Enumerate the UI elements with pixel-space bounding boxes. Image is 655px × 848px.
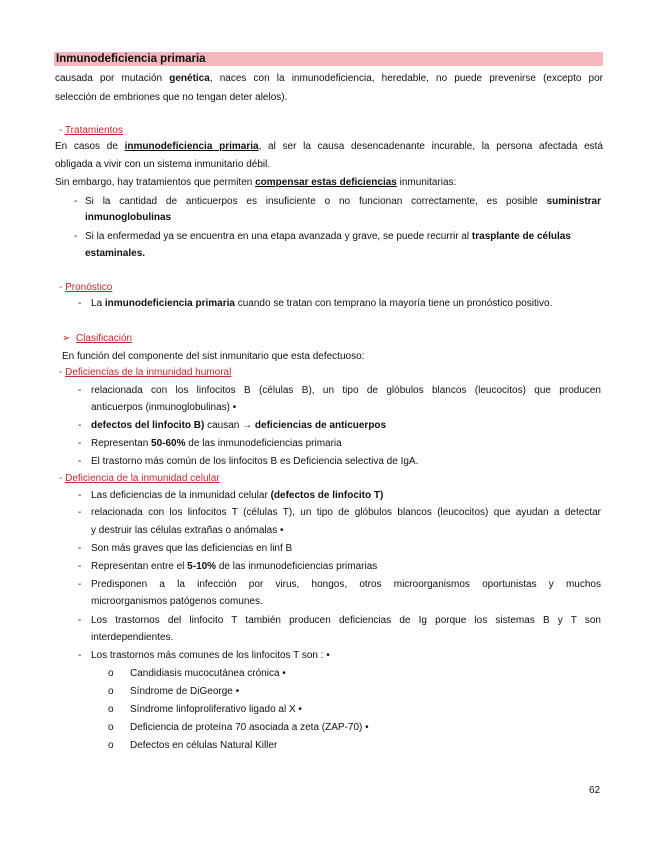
dash-bullet: - — [78, 298, 82, 309]
circle-bullet: o — [108, 686, 114, 697]
tratamientos-item-2: Si la enfermedad ya se encuentra en una etapa avanzada y grave, se puede recurrir al trasplante de células — [85, 231, 571, 242]
celular-sub-item: Síndrome de DiGeorge • — [130, 686, 240, 697]
tratamientos-item-2-cont: estaminales. — [85, 248, 146, 259]
celular-item-6: Los trastornos del linfocito T también producen deficiencias de Ig porque los sistemas B y T son — [91, 615, 601, 626]
celular-item-6-cont: interdependientes. — [91, 632, 174, 643]
celular-item-5-cont: microorganismos patógenos comunes. — [91, 596, 263, 607]
humoral-item-2: defectos del linfocito B) causan → deficiencias de anticuerpos — [91, 420, 387, 431]
celular-sub-item: Deficiencia de proteína 70 asociada a zeta (ZAP-70) • — [130, 722, 369, 733]
celular-item-4: Representan entre el 5-10% de las inmunodeficiencias primarias — [91, 561, 378, 572]
dash-bullet: - — [78, 456, 82, 467]
heading-tratamientos: - Tratamientos — [59, 125, 123, 136]
tratamientos-item-1: Si la cantidad de anticuerpos es insuficiente o no funcionan correctamente, es posible suministrar — [85, 196, 601, 207]
tratamientos-para-1: En casos de inmunodeficiencia primaria, al ser la causa desencadenante incurable, la persona afectada está — [55, 141, 603, 152]
humoral-item-1-cont: anticuerpos (inmunoglobulinas) • — [91, 402, 237, 413]
dash-bullet: - — [78, 438, 82, 449]
humoral-item-1: relacionada con los linfocitos B (células B), un tipo de glóbulos blancos (leucocitos) que producen — [91, 385, 601, 396]
heading-humoral: - Deficiencias de la inmunidad humoral — [59, 367, 232, 378]
dash-bullet: - — [78, 579, 82, 590]
circle-bullet: o — [108, 668, 114, 679]
celular-sub-item: Candidiasis mucocutánea crónica • — [130, 668, 286, 679]
clasificacion-intro: En función del componente del sist inmunitario que esta defectuoso: — [62, 351, 365, 362]
intro-line-1: causada por mutación genética, naces con la inmunodeficiencia, heredable, no puede prevenirse (excepto por — [55, 73, 604, 84]
dash-bullet: - — [78, 561, 82, 572]
dash-bullet: - — [74, 196, 78, 207]
celular-item-7: Los trastornos más comunes de los linfocitos T son : • — [91, 650, 330, 661]
tratamientos-para-2: obligada a vivir con un sistema inmunitario débil. — [55, 159, 271, 170]
celular-item-2: relacionada con los linfocitos T (células T), un tipo de glóbulos blancos (leucocitos) que ayudan a detectar — [91, 507, 601, 518]
intro-line-2: selección de embriones que no tengan deter alelos). — [55, 92, 288, 103]
dash-bullet: - — [78, 420, 82, 431]
pronostico-item-1: La inmunodeficiencia primaria cuando se tratan con temprano la mayoría tiene un pronóstico positivo. — [91, 298, 553, 309]
arrow-bullet-icon: ➢ — [62, 333, 71, 344]
dash-bullet: - — [74, 231, 78, 242]
celular-sub-item: Síndrome linfoproliferativo ligado al X • — [130, 704, 302, 715]
celular-item-3: Son más graves que las deficiencias en linf B — [91, 543, 293, 554]
heading-clasificacion: ➢ Clasificación — [62, 333, 133, 344]
dash-bullet: - — [78, 490, 82, 501]
celular-item-1: Las deficiencias de la inmunidad celular (defectos de linfocito T) — [91, 490, 384, 501]
tratamientos-para-3: Sin embargo, hay tratamientos que permiten compensar estas deficiencias inmunitarias: — [55, 177, 457, 188]
section-title: Inmunodeficiencia primaria — [56, 53, 206, 65]
heading-celular: - Deficiencia de la inmunidad celular — [59, 473, 220, 484]
celular-item-2-cont: y destruir las células extrañas o anómalas • — [91, 525, 284, 536]
page-number: 62 — [589, 785, 601, 796]
circle-bullet: o — [108, 722, 114, 733]
humoral-item-4: El trastorno más común de los linfocitos B es Deficiencia selectiva de IgA. — [91, 456, 419, 467]
dash-bullet: - — [78, 543, 82, 554]
circle-bullet: o — [108, 704, 114, 715]
heading-pronostico: - Pronóstico — [59, 282, 113, 293]
tratamientos-item-1-cont: inmunoglobulinas — [85, 212, 172, 223]
celular-sub-item: Defectos en células Natural Killer — [130, 740, 278, 751]
dash-bullet: - — [78, 650, 82, 661]
humoral-item-3: Representan 50-60% de las inmunodeficiencias primaria — [91, 438, 342, 449]
dash-bullet: - — [78, 385, 82, 396]
dash-bullet: - — [78, 615, 82, 626]
dash-bullet: - — [78, 507, 82, 518]
section-header — [54, 52, 603, 66]
celular-item-5: Predisponen a la infección por virus, hongos, otros microorganismos oportunistas y muchos — [91, 579, 601, 590]
circle-bullet: o — [108, 740, 114, 751]
